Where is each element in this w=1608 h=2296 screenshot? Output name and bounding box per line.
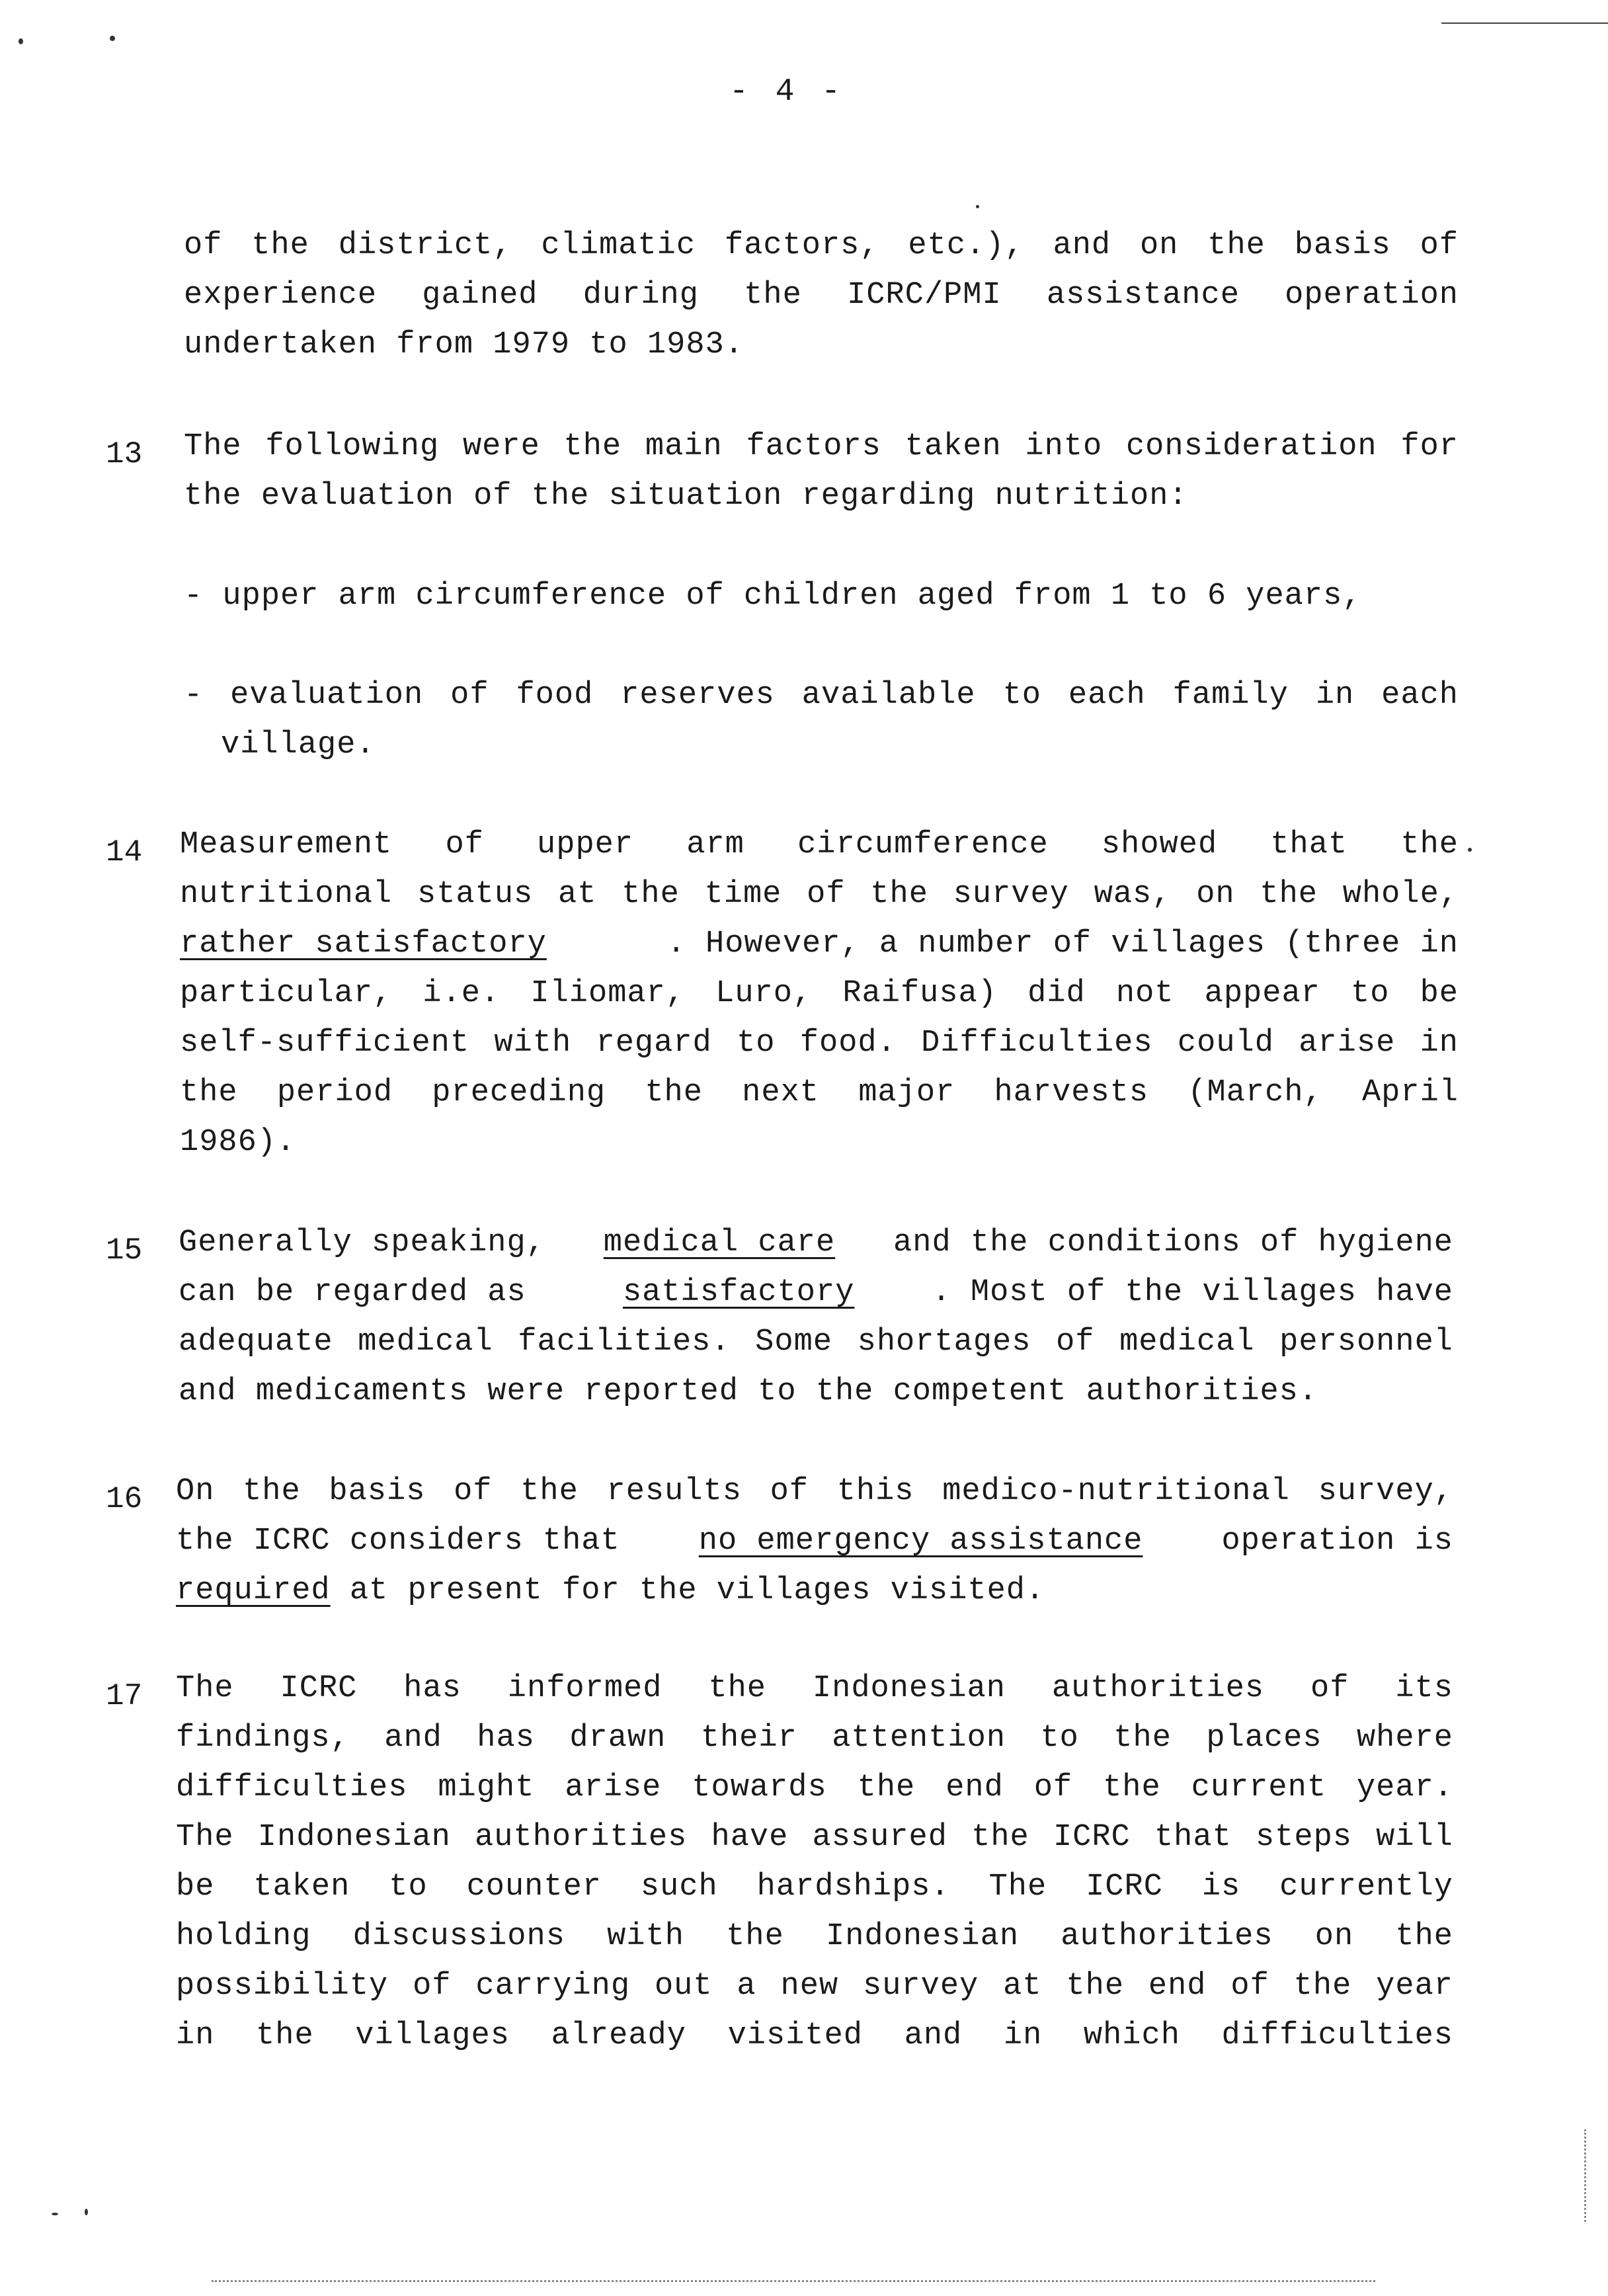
underlined-text: required	[176, 1573, 331, 1608]
scan-speck	[52, 2213, 58, 2215]
text-run: the ICRC considers that	[176, 1524, 639, 1559]
text-line: 1986).	[180, 1125, 296, 1160]
text-line: undertaken from 1979 to 1983.	[184, 327, 744, 362]
text-line: - evaluation of food reserves available to each family in each	[184, 678, 1459, 713]
scan-speck	[976, 205, 979, 208]
text-line: the period preceding the next major harvests (March, April	[180, 1075, 1459, 1110]
paragraph-17	[176, 1664, 1453, 2061]
text-line	[176, 1516, 1453, 1566]
text-line	[180, 919, 1459, 969]
text-line	[179, 1268, 1453, 1317]
underlined-text: medical care	[603, 1225, 836, 1260]
text-line: The Indonesian authorities have assured the ICRC that steps will	[176, 1820, 1453, 1855]
text-line: self-sufficient with regard to food. Difficulties could arise in	[180, 1026, 1459, 1061]
underlined-text: satisfactory	[622, 1275, 855, 1310]
scan-speck	[19, 38, 23, 44]
page-number: - 4 -	[729, 74, 845, 110]
text-line: in the villages already visited and in which difficulties	[176, 2018, 1453, 2053]
bullet-food-reserves	[184, 671, 1459, 770]
text-line: difficulties might arise towards the end of the current year.	[176, 1770, 1453, 1805]
paragraph-16	[176, 1467, 1453, 1616]
text-line: - upper arm circumference of children aged from 1 to 6 years,	[184, 579, 1362, 614]
text-line: The ICRC has informed the Indonesian authorities of its	[176, 1671, 1453, 1706]
paragraph-number-15: 15	[106, 1233, 143, 1268]
text-line: findings, and has drawn their attention to the places where	[176, 1721, 1453, 1756]
text-line: adequate medical facilities. Some shortages of medical personnel	[179, 1325, 1453, 1360]
scan-edge-dots	[1584, 2129, 1586, 2222]
text-line: Measurement of upper arm circumference showed that the	[180, 827, 1459, 862]
text-run: can be regarded as	[179, 1275, 545, 1310]
scan-bottom-dots	[212, 2280, 1375, 2282]
paragraph-14	[180, 820, 1459, 1167]
text-line	[179, 1218, 1453, 1268]
paragraph-13	[184, 422, 1459, 521]
text-line: experience gained during the ICRC/PMI assistance operation	[184, 278, 1459, 313]
text-run: Generally speaking,	[179, 1225, 565, 1260]
bullet-arm-circumference	[184, 571, 1414, 621]
text-run: and the conditions of hygiene	[873, 1225, 1453, 1260]
underlined-text: rather satisfactory	[180, 926, 547, 962]
intro-paragraph	[184, 221, 1459, 370]
text-line: particular, i.e. Iliomar, Luro, Raifusa) did not appear to be	[180, 976, 1459, 1011]
paragraph-15	[179, 1218, 1453, 1416]
paragraph-number-17: 17	[106, 1679, 143, 1713]
underlined-text: no emergency assistance	[698, 1524, 1143, 1559]
text-line: holding discussions with the Indonesian authorities on the	[176, 1919, 1453, 1954]
text-line: be taken to counter such hardships. The ICRC is currently	[176, 1869, 1453, 1905]
scan-speck	[110, 36, 115, 41]
text-run: at present for the villages visited.	[330, 1573, 1045, 1608]
paragraph-number-16: 16	[106, 1482, 143, 1516]
text-line: On the basis of the results of this medico-nutritional survey,	[176, 1474, 1453, 1509]
text-line: and medicaments were reported to the competent authorities.	[179, 1374, 1318, 1409]
scan-edge-line	[1441, 22, 1608, 24]
text-line: nutritional status at the time of the survey was, on the whole,	[180, 877, 1459, 912]
scan-speck	[85, 2209, 88, 2215]
paragraph-number-14: 14	[106, 835, 143, 870]
text-run: . However, a number of villages (three in	[666, 926, 1459, 962]
text-line	[176, 1566, 1453, 1616]
text-line: The following were the main factors taken into consideration for	[184, 429, 1459, 464]
text-line: of the district, climatic factors, etc.), and on the basis of	[184, 228, 1459, 263]
scan-speck	[1468, 848, 1472, 852]
text-run: . Most of the villages have	[932, 1275, 1453, 1310]
text-line: village.	[221, 727, 376, 762]
text-line: possibility of carrying out a new survey at the end of the year	[176, 1969, 1453, 2004]
text-run: operation is	[1202, 1524, 1453, 1559]
paragraph-number-13: 13	[106, 437, 143, 472]
text-line: the evaluation of the situation regarding nutrition:	[184, 479, 1188, 514]
